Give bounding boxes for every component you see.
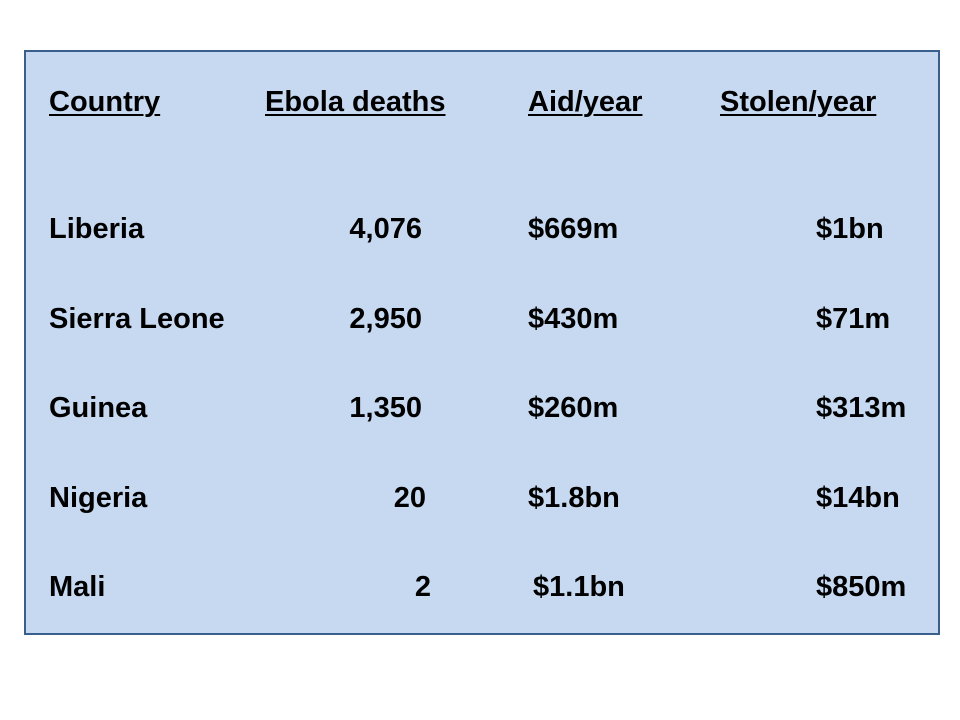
header-stolen-per-year: Stolen/year	[720, 86, 877, 118]
row-sierra-leone-country: Sierra Leone	[49, 303, 225, 335]
row-sierra-leone-deaths: 2,950	[349, 303, 422, 335]
row-liberia-country: Liberia	[49, 213, 145, 245]
header-aid-per-year: Aid/year	[528, 86, 643, 118]
header-country: Country	[49, 86, 161, 118]
row-guinea-deaths: 1,350	[349, 392, 422, 424]
row-sierra-leone-aid: $430m	[528, 303, 619, 335]
row-nigeria-aid: $1.8bn	[528, 482, 620, 514]
row-mali-deaths: 2	[414, 571, 431, 603]
row-nigeria-stolen: $14bn	[816, 482, 900, 514]
row-guinea-aid: $260m	[528, 392, 619, 424]
data-table-box	[24, 50, 940, 635]
row-nigeria-country: Nigeria	[49, 482, 148, 514]
row-liberia-aid: $669m	[528, 213, 619, 245]
row-mali-aid: $1.1bn	[533, 571, 625, 603]
row-guinea-stolen: $313m	[816, 392, 907, 424]
row-mali-country: Mali	[49, 571, 106, 603]
row-liberia-stolen: $1bn	[816, 213, 884, 245]
header-ebola-deaths: Ebola deaths	[265, 86, 446, 118]
row-mali-stolen: $850m	[816, 571, 907, 603]
row-sierra-leone-stolen: $71m	[816, 303, 891, 335]
row-nigeria-deaths: 20	[393, 482, 426, 514]
row-liberia-deaths: 4,076	[349, 213, 422, 245]
row-guinea-country: Guinea	[49, 392, 148, 424]
